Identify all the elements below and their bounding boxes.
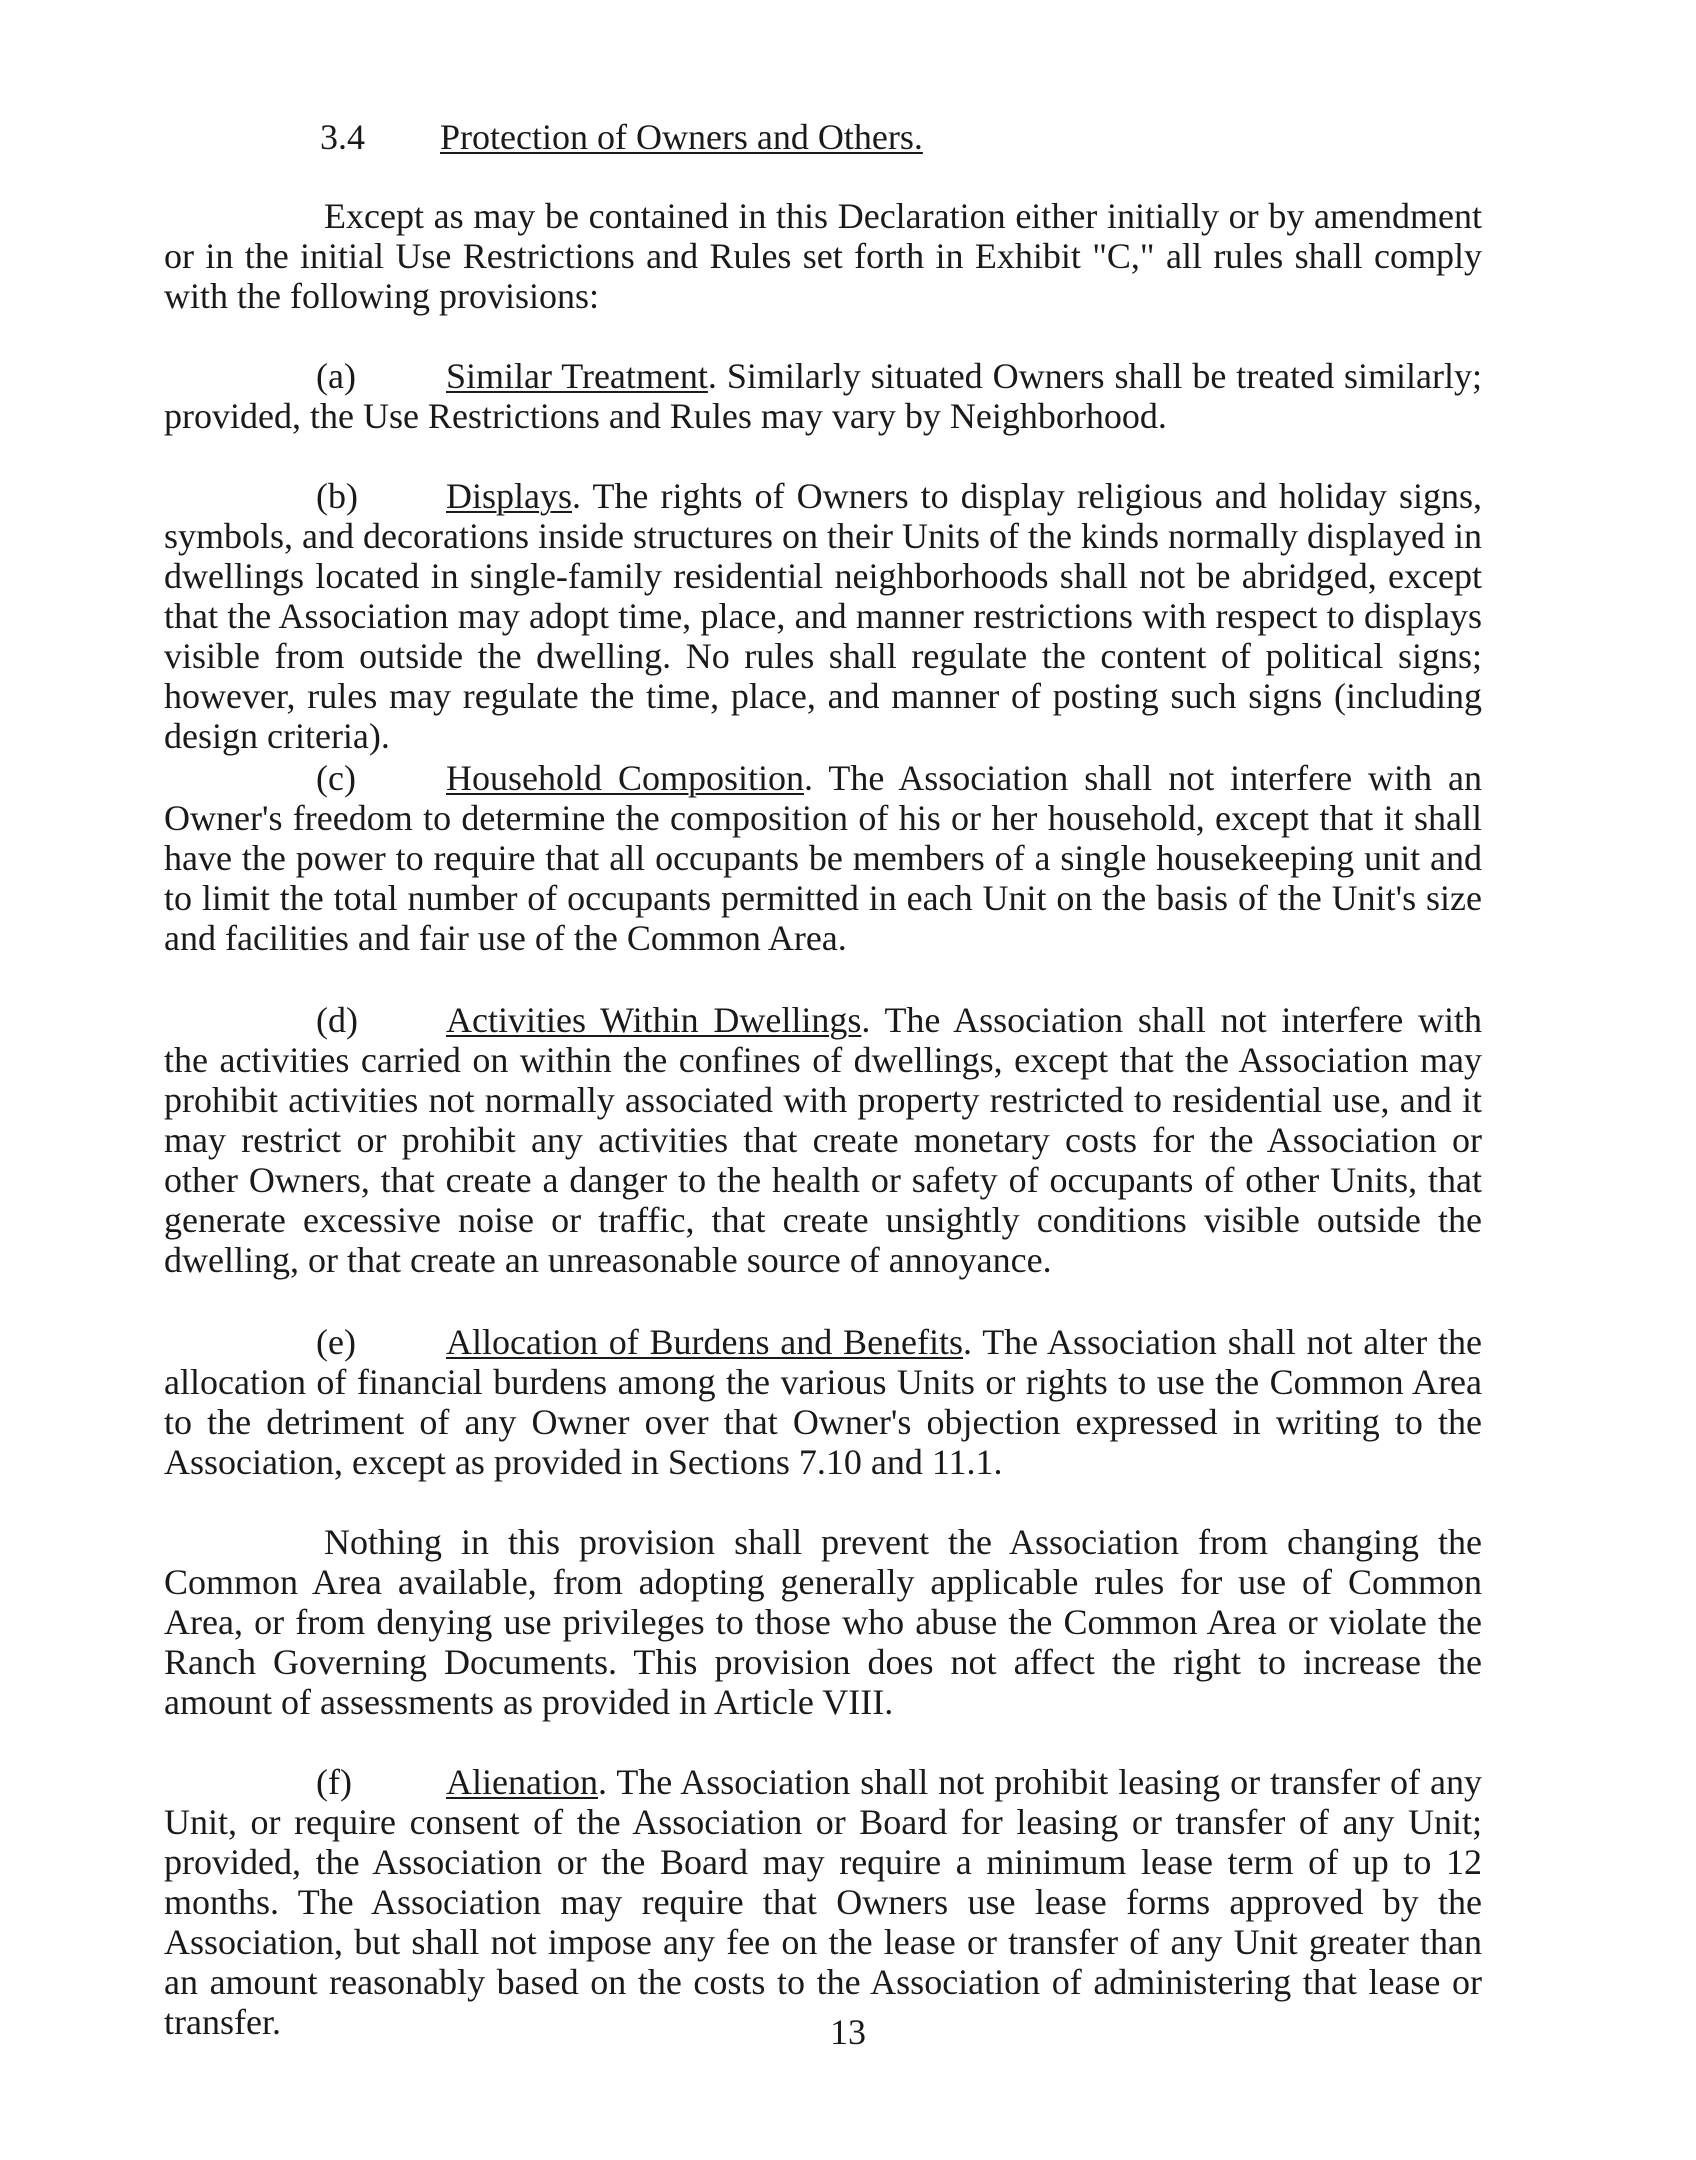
provision-b: (b) Displays. The rights of Owners to display religious and holiday signs, symbols, and decorations inside structures on their Units of the kinds normally displayed in dwellings located in single-family residential neighborhoods shall not be abridged, except that the Association may adopt time, place, and manner restrictions with respect to displays visible from outside the dwelling. No rules shall regulate the content of political signs; however, rules may regulate the time, place, and manner of posting such signs (including design criteria).: [164, 476, 1483, 756]
provision-title: Similar Treatment: [446, 356, 708, 396]
provision-note: Nothing in this provision shall prevent the Association from changing the Common Area available, from adopting generally applicable rules for use of Common Area, or from denying use privileges to those who abuse the Common Area or violate the Ranch Governing Documents. This provision does not affect the right to increase the amount of assessments as provided in Article VIII.: [164, 1522, 1482, 1722]
provision-title: Household Composition: [446, 758, 804, 798]
provision-text: The rights of Owners to display religious and holiday signs, symbols, and decorations inside structures on their Units of the kinds normally displayed in dwellings located in single-family residential neighborhoods shall not be abridged, except that the Association may adopt time, place, and manner restrictions with respect to displays visible from outside the dwelling. No rules shall regulate the content of political signs; however, rules may regulate the time, place, and manner of posting such signs (including design criteria).: [164, 476, 1483, 756]
section-number: 3.4: [320, 117, 365, 157]
provision-label: (d): [316, 1000, 358, 1040]
provision-label: (e): [316, 1322, 356, 1362]
provision-label: (c): [316, 758, 356, 798]
provision-label: (f): [316, 1762, 352, 1802]
section-title: Protection of Owners and Others.: [440, 117, 923, 157]
provision-label: (a): [316, 356, 356, 396]
provision-text: The Association shall not alter the allocation of financial burdens among the various Units or rights to use the Common Area to the detriment of any Owner over that Owner's objection expressed in writing to the Association, except as provided in Sections 7.10 and 11.1.: [164, 1322, 1483, 1482]
provision-text: The Association shall not interfere with the activities carried on within the confines of dwellings, except that the Association may prohibit activities not normally associated with property restricted to residential use, and it may restrict or prohibit any activities that create monetary costs for the Association or other Owners, that create a danger to the health or safety of occupants of other Units, that generate excessive noise or traffic, that create unsightly conditions visible outside the dwelling, or that create an unreasonable source of annoyance.: [164, 1000, 1482, 1280]
provision-e: (e) Allocation of Burdens and Benefits. The Association shall not alter the allocation of financial burdens among the various Units or rights to use the Common Area to the detriment of any Owner over that Owner's objection expressed in writing to the Association, except as provided in Sections 7.10 and 11.1.: [164, 1322, 1483, 1482]
provision-a: (a) Similar Treatment. Similarly situated Owners shall be treated similarly; provided, the Use Restrictions and Rules may vary by Neighborhood.: [164, 356, 1483, 436]
section-heading: [320, 117, 923, 157]
provision-title: Alienation: [446, 1762, 598, 1802]
provision-f: (f) Alienation. The Association shall not prohibit leasing or transfer of any Unit, or require consent of the Association or Board for leasing or transfer of any Unit; provided, the Association or the Board may require a minimum lease term of up to 12 months. The Association may require that Owners use lease forms approved by the Association, but shall not impose any fee on the lease or transfer of any Unit greater than an amount reasonably based on the costs to the Association of administering that lease or transfer.: [164, 1762, 1482, 2042]
provision-label: (b): [316, 476, 358, 516]
page-number: 13: [830, 2012, 866, 2052]
intro-paragraph: Except as may be contained in this Declaration either initially or by amendment or in the initial Use Restrictions and Rules set forth in Exhibit "C," all rules shall comply with the following provisions:: [164, 196, 1482, 316]
provision-title: Activities Within Dwellings: [446, 1000, 862, 1040]
provision-text: The Association shall not interfere with an Owner's freedom to determine the composition of his or her household, except that it shall have the power to require that all occupants be members of a single housekeeping unit and to limit the total number of occupants permitted in each Unit on the basis of the Unit's size and facilities and fair use of the Common Area.: [164, 758, 1482, 958]
provision-title: Allocation of Burdens and Benefits: [446, 1322, 964, 1362]
provision-text: Similarly situated Owners shall be treated similarly; provided, the Use Restrictions and Rules may vary by Neighborhood.: [164, 356, 1483, 436]
provision-c: (c) Household Composition. The Association shall not interfere with an Owner's freedom to determine the composition of his or her household, except that it shall have the power to require that all occupants be members of a single housekeeping unit and to limit the total number of occupants permitted in each Unit on the basis of the Unit's size and facilities and fair use of the Common Area.: [164, 758, 1482, 958]
provision-text: The Association shall not prohibit leasing or transfer of any Unit, or require consent of the Association or Board for leasing or transfer of any Unit; provided, the Association or the Board may require a minimum lease term of up to 12 months. The Association may require that Owners use lease forms approved by the Association, but shall not impose any fee on the lease or transfer of any Unit greater than an amount reasonably based on the costs to the Association of administering that lease or transfer.: [164, 1762, 1482, 2042]
provision-title: Displays: [446, 476, 572, 516]
provision-d: (d) Activities Within Dwellings. The Association shall not interfere with the activities carried on within the confines of dwellings, except that the Association may prohibit activities not normally associated with property restricted to residential use, and it may restrict or prohibit any activities that create monetary costs for the Association or other Owners, that create a danger to the health or safety of occupants of other Units, that generate excessive noise or traffic, that create unsightly conditions visible outside the dwelling, or that create an unreasonable source of annoyance.: [164, 1000, 1482, 1280]
